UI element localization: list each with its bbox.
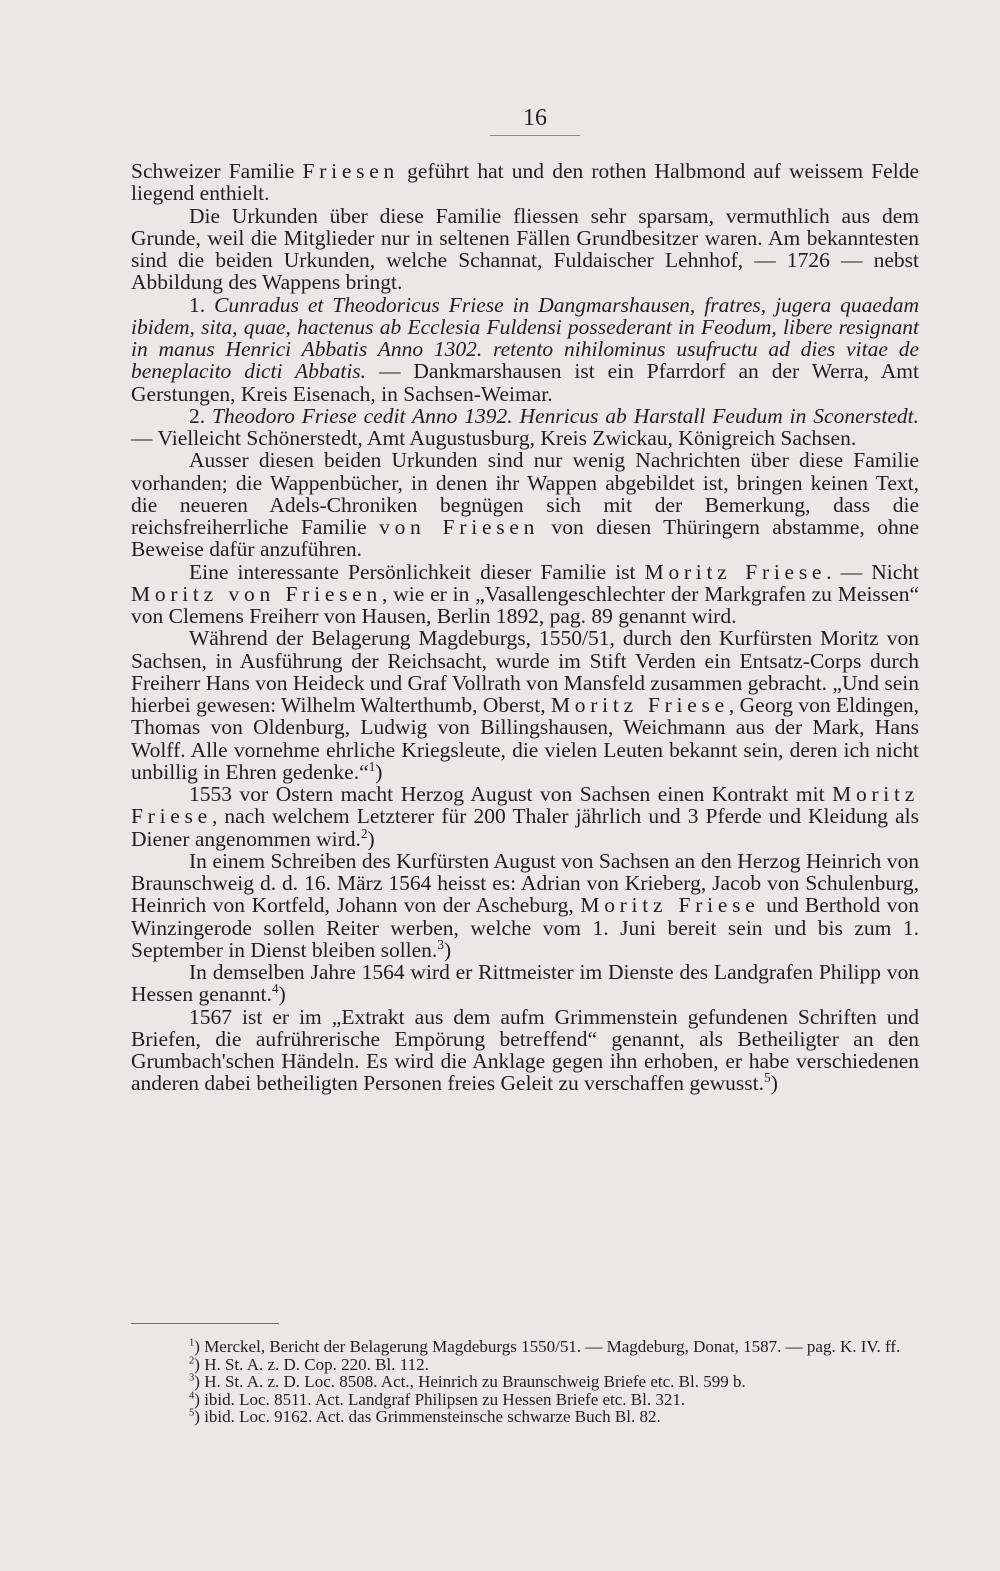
paragraph <box>131 205 919 294</box>
footnote-reference: 4 <box>271 981 279 997</box>
text-run: geführt hat und den rothen Halbmond auf weissem Felde liegend enthielt. <box>131 159 919 206</box>
footnote-mark-paren: ) <box>194 1354 205 1374</box>
footnote-mark: 3 <box>189 1372 195 1384</box>
text-run: 1553 vor Ostern macht Herzog August von Sachsen einen Kontrakt mit <box>189 782 833 806</box>
text-run: 1. <box>189 292 215 317</box>
paragraph <box>131 449 919 560</box>
paragraph <box>131 405 919 450</box>
page-number: 16 <box>490 104 580 136</box>
text-run: In demselben Jahre 1564 wird er Rittmeister im Dienste des Landgrafen Philipp von Hessen genannt. <box>131 960 919 1007</box>
footnotes <box>131 1338 919 1426</box>
text-run: 1567 ist er im „Extrakt aus dem aufm Grimmenstein gefundenen Schriften und Briefen, die aufrührerische Empörung betreffend“ genannt, als Betheiligter an den Grumbach'schen Händeln. Es wird die Anklage gegen ihn erhoben, er habe verschiedenen anderen dabei betheiligten Personen freies Geleit zu verschaffen gewusst. <box>131 1004 919 1096</box>
text-run: Eine interessante Persönlichkeit dieser Familie ist <box>189 559 645 584</box>
text-run: Schweizer Familie <box>131 159 303 183</box>
spaced-name: Moritz Friese <box>580 893 760 918</box>
footnote-mark-paren: ) <box>194 1372 205 1391</box>
spaced-name: von Friesen <box>379 515 540 539</box>
spaced-name: Moritz Friese <box>644 559 827 584</box>
footnote-mark-paren: ) <box>194 1337 205 1356</box>
footnote-divider <box>131 1323 279 1324</box>
spaced-name: Moritz von Friesen <box>131 581 382 606</box>
spaced-name: Moritz Friese <box>131 782 919 829</box>
footnote-text: ibid. Loc. 9162. Act. das Grimmensteinsche schwarze Buch Bl. 82. <box>204 1407 661 1426</box>
footnote <box>131 1391 919 1409</box>
text-run: 2. <box>189 403 213 428</box>
footnote-reference: 5 <box>764 1070 771 1086</box>
footnote <box>131 1356 919 1374</box>
footnote <box>131 1373 919 1391</box>
text-run: ) <box>443 937 452 962</box>
paragraph <box>131 160 919 205</box>
spaced-name: Moritz Friese <box>550 693 729 717</box>
text-run: von diesen Thüringern abstamme, ohne Beweise dafür anzuführen. <box>131 515 920 562</box>
text-run: ) <box>375 759 383 784</box>
text-run: ) <box>367 826 375 851</box>
footnote-text: ibid. Loc. 8511. Act. Landgraf Philipsen zu Hessen Briefe etc. Bl. 321. <box>204 1389 686 1409</box>
text-run: — Dankmarshausen ist ein Pfarrdorf an der Werra, Amt Gerstungen, Kreis Eisenach, in Sachsen-Weimar. <box>131 359 920 406</box>
footnote-text: Merckel, Bericht der Belagerung Magdeburgs 1550/51. — Magdeburg, Donat, 1587. — pag. K. IV. ff. <box>204 1337 901 1356</box>
footnote-mark: 4 <box>189 1389 195 1401</box>
latin-quotation: Theodoro Friese cedit Anno 1392. Henricus ab Harstall Feudum in Sconerstedt. <box>212 403 919 428</box>
paragraph <box>131 850 919 961</box>
footnote-mark: 1 <box>189 1337 195 1349</box>
text-run: , nach welchem Letzterer für 200 Thaler jährlich und 3 Pferde und Kleidung als Diener angenommen wird. <box>131 804 919 851</box>
footnote-mark: 2 <box>189 1354 195 1366</box>
footnote-reference: 2 <box>360 825 368 841</box>
footnote-reference: 3 <box>437 936 444 952</box>
text-run: , Georg von Eldingen, Thomas von Oldenburg, Ludwig von Billingshausen, Weichmann aus der Mark, Hans Wolff. Alle vornehme ehrliche Kriegsleute, die vielen Leuten bekannt sein, deren ich nicht unbillig in Ehren gedenke.“ <box>131 693 919 784</box>
footnote <box>131 1408 919 1426</box>
footnote-mark-paren: ) <box>194 1389 205 1409</box>
text-run: ) <box>770 1071 778 1096</box>
footnote-text: H. St. A. z. D. Cop. 220. Bl. 112. <box>204 1354 429 1374</box>
footnote <box>131 1338 919 1356</box>
text-run: Während der Belagerung Magdeburgs, 1550/51, durch den Kurfürsten Moritz von Sachsen, in Ausführung der Reichsacht, wurde im Stift Verden ein Entsatz-Corps durch Freiherr Hans von Heideck und Graf Vollrath von Mansfeld zusammen gebracht. „Und sein hierbei gewesen: Wilhelm Walterthumb, Oberst, <box>131 626 919 717</box>
footnote-mark: 5 <box>189 1407 195 1419</box>
text-run: und Berthold von Winzingerode sollen Reiter werben, welche vom 1. Juni bereit sein und bis zum 1. September in Dienst bleiben sollen. <box>131 893 919 962</box>
text-run: , wie er in „Vasallengeschlechter der Markgrafen zu Meissen“ von Clemens Freiherr von Hausen, Berlin 1892, pag. 89 genannt wird. <box>131 581 919 628</box>
body-text <box>131 160 919 1095</box>
paragraph <box>131 294 919 405</box>
text-run: ) <box>278 982 286 1007</box>
latin-quotation: Cunradus et Theodoricus Friese in Dangmarshausen, fratres, jugera quaedam ibidem, sita, quae, hactenus ab Ecclesia Fuldensi possederant in Feodum, libere resignant in manus Henrici Abbatis Anno 1302. retento nihilominus usufructu ad dies vitae de beneplacito dicti Abbatis. <box>131 292 919 384</box>
text-run: In einem Schreiben des Kurfürsten August von Sachsen an den Herzog Heinrich von Braunschweig d. d. 16. März 1564 heisst es: Adrian von Krieberg, Jacob von Schulenburg, Heinrich von Kortfeld, Johann von der Ascheburg, <box>131 848 919 918</box>
text-run: — Vielleicht Schönerstedt, Amt Augustusburg, Kreis Zwickau, Königreich Sachsen. <box>131 426 857 450</box>
footnote-mark-paren: ) <box>194 1407 205 1426</box>
text-run: Die Urkunden über diese Familie fliessen sehr sparsam, vermuthlich aus dem Grunde, weil die Mitglieder nur in seltenen Fällen Grundbesitzer waren. Am bekanntesten sind die beiden Urkunden, welche Schannat, Fuldaischer Lehnhof, — 1726 — nebst Abbildung des Wappens bringt. <box>131 203 919 295</box>
paragraph <box>131 561 919 628</box>
paragraph <box>131 961 919 1006</box>
paragraph <box>131 783 919 850</box>
text-run: . — Nicht <box>826 559 919 584</box>
paragraph <box>131 627 919 783</box>
text-run: Ausser diesen beiden Urkunden sind nur wenig Nachrichten über diese Familie vorhanden; die Wappenbücher, in denen ihr Wappen abgebildet ist, bringen keinen Text, die neueren Adels-Chroniken begnügen sich mit der Bemerkung, dass die reichsfreiherrliche Familie <box>131 448 919 539</box>
spaced-name: Friesen <box>302 159 399 183</box>
footnote-text: H. St. A. z. D. Loc. 8508. Act., Heinrich zu Braunschweig Briefe etc. Bl. 599 b. <box>204 1372 746 1391</box>
footnote-reference: 1 <box>368 758 376 774</box>
paragraph <box>131 1006 919 1095</box>
